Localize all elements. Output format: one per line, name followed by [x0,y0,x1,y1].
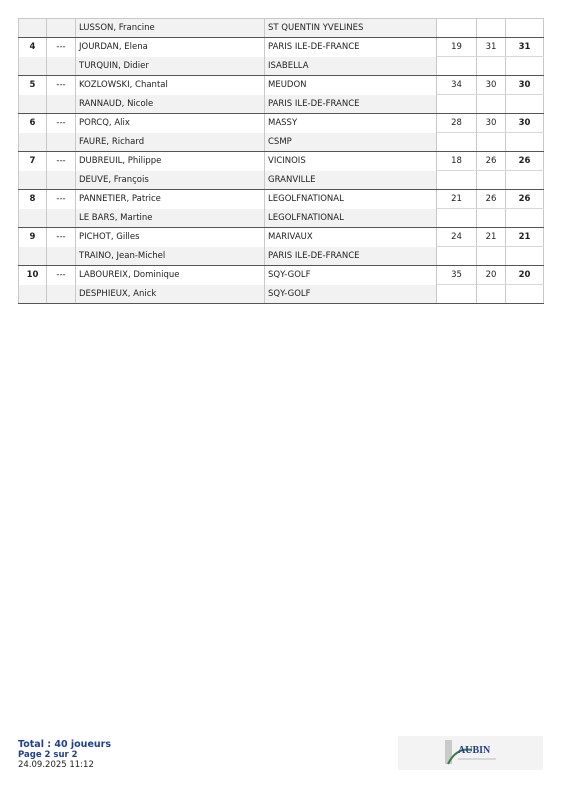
table-row [19,95,544,114]
mark-cell [47,285,76,304]
player-name: RANNAUD, Nicole [76,95,265,114]
score-2 [477,19,506,38]
player-name: DUBREUIL, Philippe [76,152,265,171]
best-score: 30 [506,76,544,95]
table-row [19,152,544,171]
rank-cell: 8 [19,190,47,209]
print-timestamp: 24.09.2025 11:12 [18,760,94,770]
table-row [19,247,544,266]
best-score: 26 [506,152,544,171]
score-1 [437,133,477,152]
table-row [19,171,544,190]
score-1 [437,19,477,38]
page-number: Page 2 sur 2 [18,750,78,760]
score-1 [437,209,477,228]
best-score [506,247,544,266]
score-1: 35 [437,266,477,285]
player-name: TURQUIN, Didier [76,57,265,76]
best-score [506,95,544,114]
best-score [506,133,544,152]
club-name: MEUDON [265,76,437,95]
club-name: PARIS ILE-DE-FRANCE [265,38,437,57]
score-2 [477,209,506,228]
rank-cell [19,209,47,228]
mark-cell: --- [47,228,76,247]
mark-cell [47,133,76,152]
score-2: 26 [477,190,506,209]
table-row [19,190,544,209]
score-1: 24 [437,228,477,247]
club-name: VICINOIS [265,152,437,171]
player-name: PORCQ, Alix [76,114,265,133]
score-1 [437,95,477,114]
score-2: 21 [477,228,506,247]
mark-cell: --- [47,76,76,95]
rank-cell: 5 [19,76,47,95]
player-name: LE BARS, Martine [76,209,265,228]
rank-cell: 4 [19,38,47,57]
mark-cell [47,209,76,228]
best-score: 30 [506,114,544,133]
best-score [506,209,544,228]
best-score [506,57,544,76]
table-row [19,38,544,57]
club-name: GRANVILLE [265,171,437,190]
club-name: LEGOLFNATIONAL [265,190,437,209]
player-name: DESPHIEUX, Anick [76,285,265,304]
player-name: PANNETIER, Patrice [76,190,265,209]
score-2 [477,133,506,152]
table-row [19,19,544,38]
score-2 [477,285,506,304]
score-1: 21 [437,190,477,209]
player-name: TRAINO, Jean-Michel [76,247,265,266]
mark-cell [47,95,76,114]
footer [18,740,111,770]
best-score [506,171,544,190]
results-table [18,18,544,304]
club-name: MASSY [265,114,437,133]
table-row [19,76,544,95]
score-1 [437,171,477,190]
mark-cell: --- [47,114,76,133]
rank-cell [19,285,47,304]
club-name: SQY-GOLF [265,285,437,304]
player-name: JOURDAN, Elena [76,38,265,57]
score-2: 30 [477,76,506,95]
club-name: PARIS ILE-DE-FRANCE [265,247,437,266]
table-row [19,209,544,228]
player-name: DEUVE, François [76,171,265,190]
score-1: 28 [437,114,477,133]
score-2 [477,247,506,266]
score-2: 30 [477,114,506,133]
logo-box [398,736,543,770]
score-2: 20 [477,266,506,285]
mark-cell: --- [47,152,76,171]
club-name: ISABELLA [265,57,437,76]
player-name: PICHOT, Gilles [76,228,265,247]
best-score: 21 [506,228,544,247]
mark-cell: --- [47,38,76,57]
best-score: 26 [506,190,544,209]
table-row [19,133,544,152]
club-name: CSMP [265,133,437,152]
best-score [506,285,544,304]
rank-cell [19,133,47,152]
player-name: LUSSON, Francine [76,19,265,38]
score-1 [437,57,477,76]
rank-cell [19,171,47,190]
mark-cell: --- [47,266,76,285]
score-1 [437,247,477,266]
score-1 [437,285,477,304]
best-score: 20 [506,266,544,285]
club-name: MARIVAUX [265,228,437,247]
best-score [506,19,544,38]
club-name: SQY-GOLF [265,266,437,285]
rank-cell: 9 [19,228,47,247]
table-row [19,114,544,133]
table-row [19,266,544,285]
table-row [19,228,544,247]
club-name: LEGOLFNATIONAL [265,209,437,228]
score-2: 31 [477,38,506,57]
mark-cell: --- [47,190,76,209]
club-name: PARIS ILE-DE-FRANCE [265,95,437,114]
score-2 [477,57,506,76]
logo-text: AUBIN [458,745,491,756]
score-1: 19 [437,38,477,57]
rank-cell [19,95,47,114]
mark-cell [47,247,76,266]
rank-cell [19,57,47,76]
rank-cell: 6 [19,114,47,133]
club-logo [444,738,500,768]
score-2: 26 [477,152,506,171]
rank-cell: 7 [19,152,47,171]
score-2 [477,95,506,114]
results-body [19,19,544,304]
player-name: KOZLOWSKI, Chantal [76,76,265,95]
player-name: LABOUREIX, Dominique [76,266,265,285]
score-1: 18 [437,152,477,171]
mark-cell [47,19,76,38]
rank-cell [19,19,47,38]
score-2 [477,171,506,190]
rank-cell: 10 [19,266,47,285]
rank-cell [19,247,47,266]
score-1: 34 [437,76,477,95]
mark-cell [47,171,76,190]
player-name: FAURE, Richard [76,133,265,152]
total-players: Total : 40 joueurs [18,739,111,750]
table-row [19,285,544,304]
club-name: ST QUENTIN YVELINES [265,19,437,38]
mark-cell [47,57,76,76]
table-row [19,57,544,76]
best-score: 31 [506,38,544,57]
